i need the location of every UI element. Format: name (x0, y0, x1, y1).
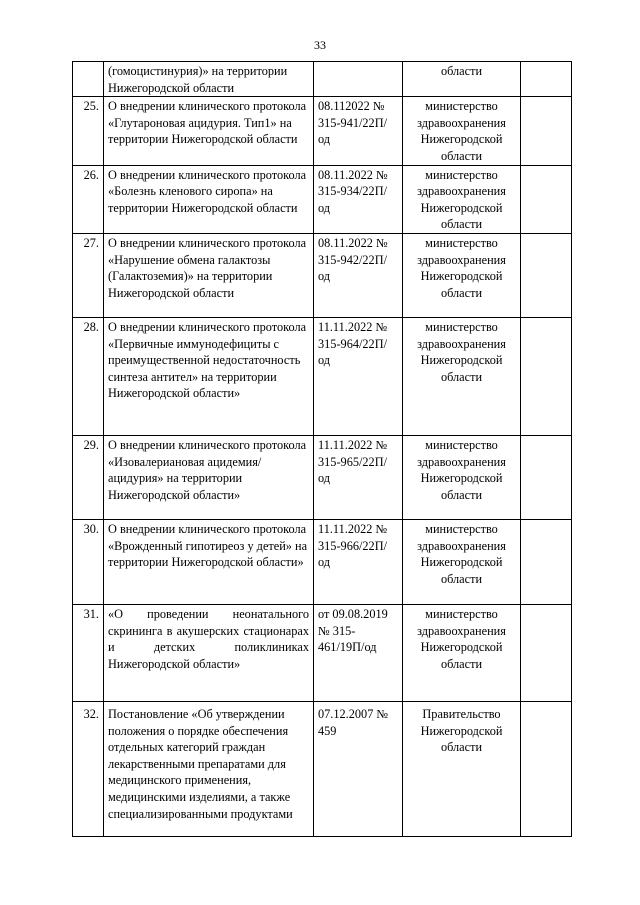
page-number: 33 (314, 38, 326, 52)
document-title: О внедрении клинического протокола «Первичные иммунодефициты с преимущественной недостаточность синтеза антител» на территории Нижегородской области» (104, 317, 314, 435)
document-title: О внедрении клинического протокола «Глутароновая ацидурия. Тип1» на территории Нижегородской области (104, 97, 314, 165)
issuing-authority: области (403, 62, 521, 97)
document-title: (гомоцистинурия)» на территории Нижегородской области (104, 62, 314, 97)
issuing-authority: министерство здравоохранения Нижегородской области (403, 233, 521, 317)
document-date-number: 08.11.2022 № 315-942/22П/од (314, 233, 403, 317)
document-title: О внедрении клинического протокола «Изовалериановая ацидемия/ацидурия» на территории Нижегородской области» (104, 435, 314, 519)
issuing-authority: министерство здравоохранения Нижегородской области (403, 165, 521, 233)
document-date-number: 08.11.2022 № 315-934/22П/од (314, 165, 403, 233)
row-number: 25. (73, 97, 104, 165)
document-date-number (314, 62, 403, 97)
note-cell (521, 233, 572, 317)
issuing-authority: министерство здравоохранения Нижегородской области (403, 317, 521, 435)
table-row (73, 317, 572, 435)
note-cell (521, 519, 572, 604)
note-cell (521, 165, 572, 233)
row-number: 28. (73, 317, 104, 435)
document-title: О внедрении клинического протокола «Врожденный гипотиреоз у детей» на территории Нижегородской области» (104, 519, 314, 604)
table-row (73, 97, 572, 165)
issuing-authority: Правительство Нижегородской области (403, 701, 521, 836)
table-row (73, 62, 572, 97)
issuing-authority: министерство здравоохранения Нижегородской области (403, 97, 521, 165)
document-title: «О проведении неонатального скрининга в акушерских стационарах и детских поликлиниках Нижегородской области» (104, 604, 314, 701)
document-title: О внедрении клинического протокола «Болезнь кленового сиропа» на территории Нижегородской области (104, 165, 314, 233)
table-row (73, 604, 572, 701)
document-date-number: 11.11.2022 № 315-964/22П/од (314, 317, 403, 435)
issuing-authority: министерство здравоохранения Нижегородской области (403, 435, 521, 519)
row-number: 31. (73, 604, 104, 701)
row-number: 30. (73, 519, 104, 604)
document-date-number: 11.11.2022 № 315-965/22П/од (314, 435, 403, 519)
note-cell (521, 97, 572, 165)
row-number: 27. (73, 233, 104, 317)
table-row (73, 233, 572, 317)
row-number (73, 62, 104, 97)
issuing-authority: министерство здравоохранения Нижегородской области (403, 519, 521, 604)
document-date-number: 07.12.2007 № 459 (314, 701, 403, 836)
note-cell (521, 317, 572, 435)
issuing-authority: министерство здравоохранения Нижегородской области (403, 604, 521, 701)
note-cell (521, 604, 572, 701)
table-row (73, 519, 572, 604)
row-number: 29. (73, 435, 104, 519)
document-date-number: 08.112022 № 315-941/22П/од (314, 97, 403, 165)
document-title: О внедрении клинического протокола «Нарушение обмена галактозы (Галактоземия)» на территории Нижегородской области (104, 233, 314, 317)
document-date-number: от 09.08.2019 № 315-461/19П/од (314, 604, 403, 701)
note-cell (521, 701, 572, 836)
table-row (73, 701, 572, 836)
documents-table (72, 61, 572, 837)
row-number: 26. (73, 165, 104, 233)
table-row (73, 165, 572, 233)
document-title: Постановление «Об утверждении положения о порядке обеспечения отдельных категорий граждан лекарственными препаратами для медицинского применения, медицинскими изделиями, а также специализированными продуктами (104, 701, 314, 836)
row-number: 32. (73, 701, 104, 836)
table-row (73, 435, 572, 519)
document-date-number: 11.11.2022 № 315-966/22П/од (314, 519, 403, 604)
note-cell (521, 435, 572, 519)
note-cell (521, 62, 572, 97)
